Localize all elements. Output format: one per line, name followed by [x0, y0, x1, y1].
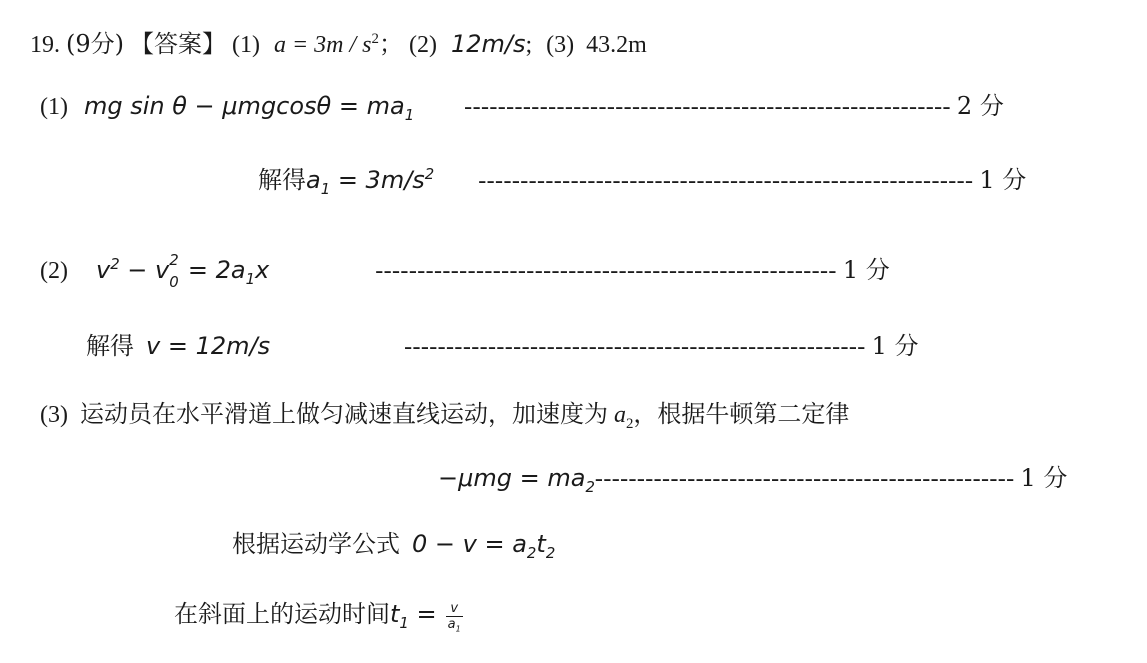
fraction-denominator [446, 617, 463, 632]
part3-kin-sub1: 2 [526, 543, 537, 562]
part2-solve-eq: v = 12m/s [146, 332, 271, 360]
part1-equation-sub: 1 [404, 105, 415, 124]
part3-dashes: -------------------------------------------------- [594, 466, 1015, 492]
part2-label-line: (2) [40, 258, 68, 284]
part2-dashes: ------------------------------------------------------- [375, 258, 837, 284]
part1-solve-value: = 3m/s [330, 166, 425, 194]
part3-time-eq: = [408, 600, 437, 628]
answer-tag: 【答案】 [130, 30, 226, 58]
part3-kin-t: t [536, 530, 546, 558]
part2-solve-score: 1 分 [871, 332, 919, 360]
fraction-numerator: v [446, 601, 463, 617]
part3-time-sub: 1 [399, 613, 409, 632]
part3-equation: −μmg = ma [438, 464, 586, 492]
part3-kin-sub2: 2 [545, 543, 556, 562]
part1-solve-var: a [306, 166, 321, 194]
part1-solve-exp: 2 [424, 165, 435, 183]
part2-solve-prefix: 解得 [86, 332, 134, 360]
separator-1: ； [378, 32, 403, 58]
part1-label-line: (1) [40, 94, 68, 120]
part3-label: (3) [546, 32, 575, 58]
fraction-denominator-sub: 1 [455, 624, 461, 634]
part2-eq-x: x [255, 256, 270, 284]
part3-time-t: t [390, 600, 400, 628]
part1-answer: a = 3m / s [273, 32, 372, 58]
part1-score: 2 分 [956, 92, 1004, 120]
part3-accel: a [613, 402, 626, 428]
part1-solve-score: 1 分 [979, 166, 1027, 194]
part3-equation-line [438, 458, 1068, 496]
part3-intro-line [40, 394, 850, 432]
part3-time-fraction [446, 601, 463, 632]
part3-text-b: ，根据牛顿第二定律 [633, 400, 850, 428]
part3-label-line: (3) [40, 402, 68, 428]
part3-accel-sub: 2 [625, 415, 634, 432]
separator-2: ; [525, 32, 533, 58]
fraction-denominator-var: a [447, 616, 456, 632]
part2-eq-v: v [95, 256, 111, 284]
part2-answer: 12m/s [450, 30, 526, 58]
part1-equation: mg sin θ − μmgcosθ = ma [83, 92, 405, 120]
part2-eq-rhs-sub: 1 [245, 269, 256, 288]
part3-score: 1 分 [1020, 464, 1068, 492]
part3-kin-eq: 0 − v = a [412, 530, 527, 558]
part1-dashes: ---------------------------------------------------------- [464, 94, 951, 120]
part1-solve-line [258, 160, 1027, 198]
part1-solve-prefix: 解得 [258, 166, 306, 194]
part1-label: (1) [232, 32, 260, 58]
part3-answer: 43.2m [586, 32, 647, 58]
part2-score: 1 分 [842, 256, 890, 284]
part3-equation-sub: 2 [585, 477, 595, 496]
part2-equation-line: (2) $v^2 - v$ 2 0 = $2a_1x$ ------------------------------------------------------- 1 分 [40, 251, 890, 291]
part3-kin-prefix: 根据运动学公式 [232, 530, 400, 558]
part2-eq-v-exp: 2 [110, 255, 120, 273]
part1-answer-exp: 2 [371, 31, 379, 47]
part2-label: (2) [408, 32, 437, 58]
part1-solve-dashes: ----------------------------------------------------------- [478, 168, 974, 194]
part1-solve-sub: 1 [320, 179, 331, 198]
part3-time-line [174, 594, 463, 632]
part2-solve-line [86, 326, 919, 361]
part1-equation-line [40, 86, 1004, 124]
part2-eq-v0: − v [119, 256, 170, 284]
part2-solve-dashes: ------------------------------------------------------- [404, 334, 866, 360]
part3-kinematics-line [232, 524, 556, 562]
part3-text-a: 运动员在水平滑道上做匀减速直线运动，加速度为 [79, 400, 608, 428]
question-number: 19. [30, 32, 60, 58]
part3-time-prefix: 在斜面上的运动时间 [174, 600, 390, 628]
question-points: (9分) [66, 30, 124, 58]
answer-header [30, 24, 647, 59]
part2-eq-rhs: = 2a [180, 256, 246, 284]
